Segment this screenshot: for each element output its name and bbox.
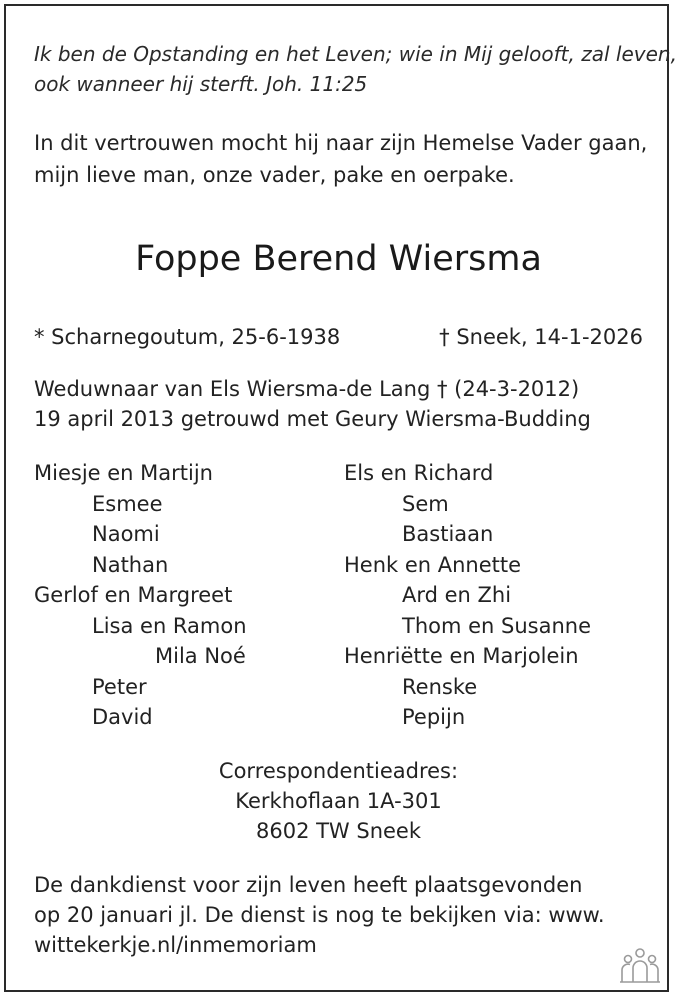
family-member: Nathan <box>92 553 169 577</box>
correspondence-city: 8602 TW Sneek <box>255 819 422 843</box>
family-member: David <box>92 705 153 729</box>
family-member: Pepijn <box>402 705 466 729</box>
intro-line-2: mijn lieve man, onze vader, pake en oerpake. <box>34 163 515 187</box>
service-line-2: op 20 januari jl. De dienst is nog te bekijken via: www. <box>34 903 605 927</box>
intro-line-1: In dit vertrouwen mocht hij naar zijn Hemelse Vader gaan, <box>34 131 648 155</box>
birth-info: * Scharnegoutum, 25-6-1938 <box>34 325 341 349</box>
correspondence-street: Kerkhoflaan 1A-301 <box>235 789 442 813</box>
death-info: † Sneek, 14-1-2026 <box>439 325 643 349</box>
spouse-line-1: Weduwnaar van Els Wiersma-de Lang † (24-3-2012) <box>34 377 580 401</box>
service-line-1: De dankdienst voor zijn leven heeft plaatsgevonden <box>34 873 583 897</box>
family-member: Thom en Susanne <box>402 614 592 638</box>
family-member: Lisa en Ramon <box>92 614 247 638</box>
family-member: Naomi <box>92 522 160 546</box>
family-member: Sem <box>402 492 449 516</box>
spouse-line-2: 19 april 2013 getrouwd met Geury Wiersma-Budding <box>34 407 591 431</box>
family-member: Els en Richard <box>344 461 494 485</box>
family-member: Mila Noé <box>155 644 246 668</box>
family-member: Ard en Zhi <box>402 583 512 607</box>
family-member: Esmee <box>92 492 163 516</box>
verse-line-2: ook wanneer hij sterft. Joh. 11:25 <box>34 72 368 96</box>
family-member: Renske <box>402 675 478 699</box>
correspondence-label: Correspondentieadres: <box>218 759 459 783</box>
family-member: Henriëtte en Marjolein <box>344 644 579 668</box>
deceased-name: Foppe Berend Wiersma <box>135 239 542 279</box>
family-member: Miesje en Martijn <box>34 461 213 485</box>
family-member: Bastiaan <box>402 522 494 546</box>
family-member: Henk en Annette <box>344 553 522 577</box>
verse-line-1: Ik ben de Opstanding en het Leven; wie in Mij gelooft, zal leven, <box>34 42 677 66</box>
people-group-icon <box>616 946 664 986</box>
family-member: Gerlof en Margreet <box>34 583 233 607</box>
service-line-3: wittekerkje.nl/inmemoriam <box>34 933 317 957</box>
family-member: Peter <box>92 675 147 699</box>
